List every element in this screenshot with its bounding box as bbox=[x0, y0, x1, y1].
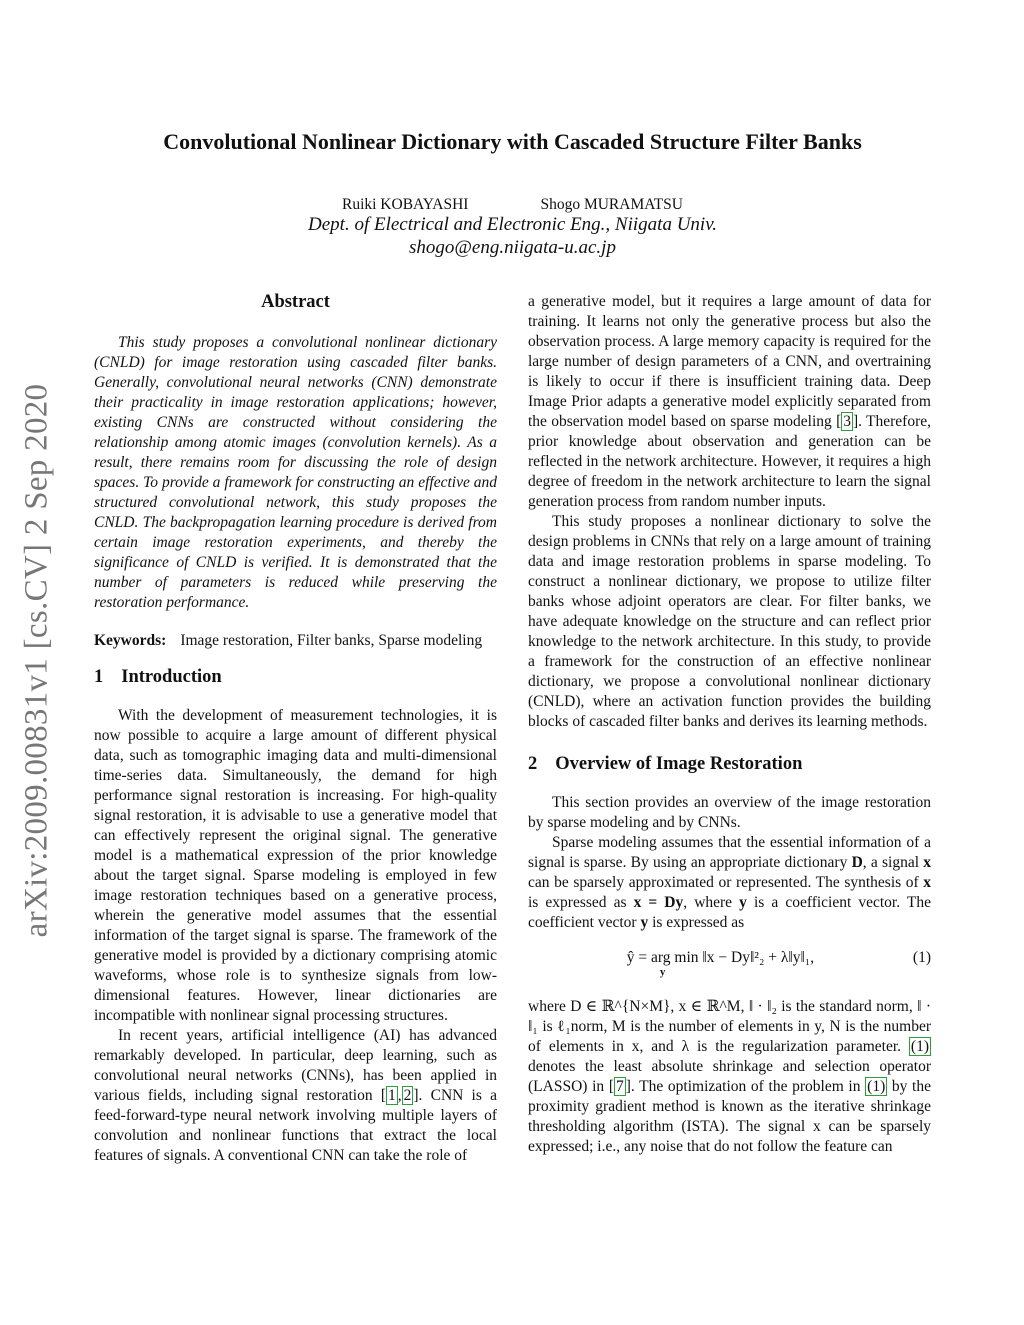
abstract-heading: Abstract bbox=[261, 292, 330, 312]
overview-paragraph-1: This section provides an overview of the image restoration by sparse modeling and by CNNs. bbox=[528, 794, 931, 831]
citation-link-3[interactable]: 3 bbox=[843, 413, 851, 430]
intro-paragraph-2: In recent years, artificial intelligence (AI) has advanced remarkably developed. In particular, deep learning, such as convolutional neural networks (CNNs), has been applied in various fields, including signal restoration [ 1 , 2 ]. CNN is a feed-forward-type neural network involving multiple layers of convolution and nonlinear functions that extract the local features of signals. A conventional CNN can take the role of bbox=[94, 1027, 497, 1164]
equation-lhs: ŷ = arg min bbox=[626, 949, 699, 966]
author-2: Shogo MURAMATSU bbox=[540, 196, 683, 213]
left-column bbox=[94, 292, 497, 1166]
section-1-title: Introduction bbox=[121, 667, 222, 687]
keywords-label: Keywords: bbox=[94, 632, 167, 649]
section-1-heading bbox=[94, 667, 497, 688]
section-2-title: Overview of Image Restoration bbox=[555, 754, 803, 774]
section-1-number: 1 bbox=[94, 667, 104, 687]
keywords-text: Image restoration, Filter banks, Sparse modeling bbox=[180, 632, 483, 649]
equation-1 bbox=[528, 949, 931, 977]
arxiv-id: arXiv:2009.00831v1 [cs.CV] 2 Sep 2020 bbox=[18, 383, 55, 937]
equation-ref-link-2[interactable]: (1) bbox=[867, 1078, 886, 1095]
overview-paragraph-3: where D ∈ ℝ^{N×M}, x ∈ ℝ^M, ‖ · ‖₂ is the standard norm, ‖ · ‖₁ is ℓ₁norm, M is the number of elements in y, N is the number of elements in x, and λ is the regularization parameter. (1) denotes the least absolute shrinkage and selection operator (LASSO) in [ 7 ]. The optimization of the problem in (1) by the proximity gradient method is known as the iterative shrinkage thresholding algorithm (ISTA). The signal x can be sparsely expressed; i.e., any noise that do not follow the feature can bbox=[528, 998, 931, 1155]
intro-paragraph-4: This study proposes a nonlinear dictionary to solve the design problems in CNNs that rely on a large amount of training data and image restoration problems in sparse modeling. To construct a nonlinear dictionary, we propose to utilize filter banks whose adjoint operators are clear. For filter banks, we have adequate knowledge on the structure and can reflect prior knowledge to the network architecture. In this study, to provide a framework for the construction of an effective nonlinear dictionary, we propose a convolutional nonlinear dictionary (CNLD), where an activation function provides the building blocks of cascaded filter banks and derives its learning methods. bbox=[528, 513, 931, 730]
equation-ref-link-1[interactable]: (1) bbox=[910, 1038, 929, 1055]
equation-formula bbox=[528, 949, 913, 977]
equation-number: (1) bbox=[912, 949, 931, 966]
section-2-heading bbox=[528, 754, 931, 775]
overview-paragraph-2: Sparse modeling assumes that the essential information of a signal is sparse. By using an appropriate dictionary D, a signal x can be sparsely approximated or represented. The synthesis of x is expressed as x = Dy, where y is a coefficient vector. The coefficient vector y is expressed as bbox=[528, 834, 931, 931]
affiliation: Dept. of Electrical and Electronic Eng., Niigata Univ. bbox=[308, 214, 717, 235]
right-column bbox=[528, 292, 931, 1157]
keywords bbox=[94, 631, 497, 651]
intro-paragraph-3: a generative model, but it requires a large amount of data for training. It learns not only the generative process but also the observation process. A large memory capacity is required for the large number of design parameters of a CNN, and overtraining is likely to occur if there is insufficient training data. Deep Image Prior adapts a generative model explicitly separated from the observation model based on sparse modeling [ 3 ]. Therefore, prior knowledge about observation and generation can be reflected in the network architecture. However, it requires a high degree of freedom in the network architecture to learn the signal generation process from random number inputs. bbox=[528, 293, 932, 510]
citation-link-7[interactable]: 7 bbox=[615, 1078, 624, 1095]
email: shogo@eng.niigata-u.ac.jp bbox=[409, 237, 616, 258]
citation-link-2[interactable]: 2 bbox=[403, 1087, 412, 1104]
intro-paragraph-1: With the development of measurement technologies, it is now possible to acquire a large amount of different physical data, such as tomographic imaging data and multi-dimensional time-series data. Simultaneously, the demand for high performance signal restoration is increasing. For high-quality signal restoration, it is advisable to use a generative model that can effectively represent the original signal. The generative model is a mathematical expression of the prior knowledge about the target signal. Sparse modeling is employed in few image restoration techniques based on a generative process, wherein the generative model assumes that the essential information of the target signal is sparse. The framework of the generative model is provided by a dictionary comprising atomic waveforms, whose role is to synthesize signals from low-dimensional features. However, linear dictionaries are incompatible with nonlinear signal processing structures. bbox=[94, 707, 497, 1024]
abstract-text: This study proposes a convolutional nonlinear dictionary (CNLD) for image restoration using cascaded filter banks. Generally, convolutional neural networks (CNN) demonstrate their practicality in image restoration applications; however, existing CNNs are constructed without considering the relationship among atomic images (convolution kernels). As a result, there remains room for discussing the role of design spaces. To provide a framework for constructing an effective and structured convolutional network, this study proposes the CNLD. The backpropagation learning procedure is derived from certain image restoration experiments, and thereby the significance of CNLD is verified. It is demonstrated that the number of parameters is reduced while preserving the restoration performance. bbox=[94, 334, 497, 611]
equation-rhs: ‖x − Dy‖²₂ + λ‖y‖₁, bbox=[702, 949, 815, 966]
author-1: Ruiki KOBAYASHI bbox=[341, 196, 469, 213]
affiliation-block bbox=[95, 213, 930, 259]
author-list bbox=[95, 196, 930, 214]
equation-subscript: y bbox=[659, 966, 666, 978]
citation-link-1[interactable]: 1 bbox=[388, 1087, 396, 1104]
paper-title: Convolutional Nonlinear Dictionary with Cascaded Structure Filter Banks bbox=[163, 129, 862, 154]
arxiv-side-label bbox=[6, 360, 68, 960]
section-2-number: 2 bbox=[528, 754, 538, 774]
